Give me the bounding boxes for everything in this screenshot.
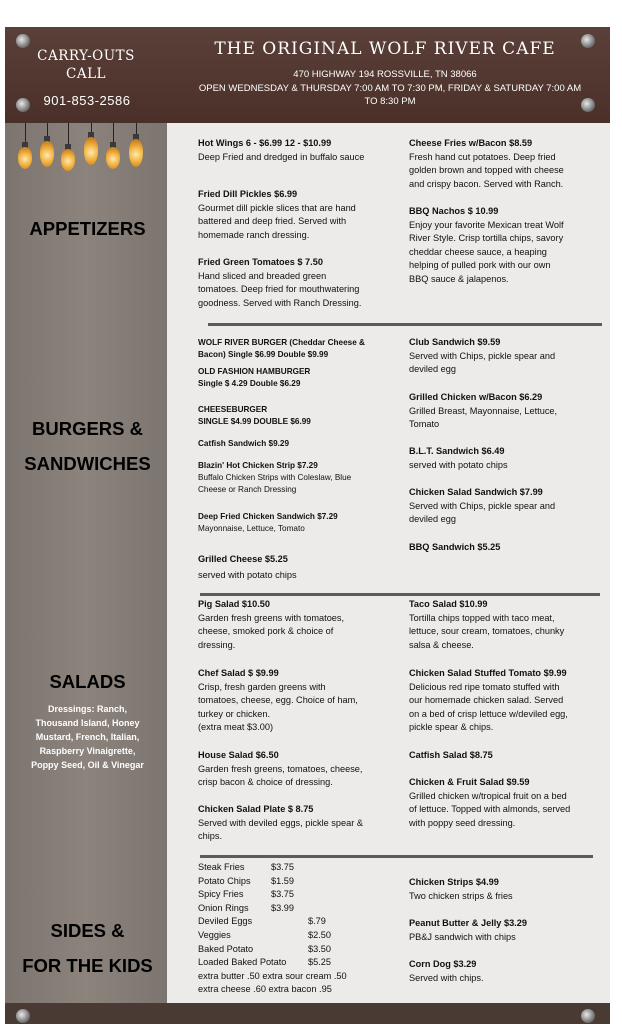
item-desc: Served with Chips, pickle spear and (409, 500, 556, 511)
side-name: Baked Potato (198, 943, 254, 954)
screw-icon (581, 1009, 595, 1023)
extras-text: extra cheese .60 extra bacon .95 (198, 984, 332, 995)
screw-icon (16, 1009, 30, 1023)
item-name: Chicken Salad Plate $ 8.75 (198, 804, 314, 814)
side-name: Potato Chips (198, 875, 251, 886)
menu-header (5, 27, 610, 123)
item-name: Hot Wings 6 - $6.99 12 - $10.99 (198, 138, 332, 148)
item-name: Pig Salad $10.50 (198, 599, 271, 609)
item-desc: Two chicken strips & fries (409, 890, 513, 901)
menu-item (198, 366, 403, 390)
menu-item (198, 188, 403, 242)
section-title-sides-line2: FOR THE KIDS (22, 955, 153, 976)
item-name: Chicken Salad Sandwich $7.99 (409, 487, 543, 497)
carry-outs-label (27, 47, 145, 83)
dressing-line: Thousand Island, Honey (35, 718, 140, 728)
item-desc: served with potato chips (198, 569, 297, 580)
dressing-line: Poppy Seed, Oil & Vinegar (31, 760, 144, 770)
item-name: Bacon) Single $6.99 Double $9.99 (198, 350, 329, 359)
menu-item (198, 511, 403, 535)
side-name: Veggies (198, 929, 231, 940)
item-desc: cheddar cheese sauce, a heaping (409, 246, 547, 257)
item-desc: BBQ sauce & jalapenos. (409, 273, 509, 284)
item-desc: with poppy seed dressing. (409, 817, 516, 828)
item-desc: pickle spear & chips. (409, 722, 494, 733)
hours-line: TO 8:30 PM (364, 96, 416, 107)
menu-item (409, 958, 601, 985)
item-desc: goodness. Served with Ranch Dressing. (198, 297, 362, 308)
item-name: Catfish Salad $8.75 (409, 750, 493, 760)
menu-item (198, 137, 403, 164)
item-desc: Crisp, fresh garden greens with (198, 681, 326, 692)
section-title-sides-line1: SIDES & (50, 920, 125, 941)
item-name: Club Sandwich $9.59 (409, 337, 501, 347)
menu-item (409, 336, 601, 377)
item-desc: and crispy bacon. Served with Ranch. (409, 178, 564, 189)
item-desc: PB&J sandwich with chips (409, 931, 516, 942)
cafe-address: 470 HIGHWAY 194 ROSSVILLE, TN 38066 (293, 69, 477, 80)
menu-item (198, 256, 403, 310)
item-name: House Salad $6.50 (198, 750, 279, 760)
item-name: Taco Salad $10.99 (409, 599, 488, 609)
item-desc: River Style. Crisp tortilla chips, savory (409, 233, 564, 244)
item-desc: on a bed of crisp lettuce w/deviled egg, (409, 708, 568, 719)
item-desc: Garden fresh greens, tomatoes, cheese, (198, 763, 363, 774)
item-name: Grilled Cheese $5.25 (198, 554, 288, 564)
item-desc: Enjoy your favorite Mexican treat Wolf (409, 219, 564, 230)
item-desc: Gourmet dill pickle slices that are hand (198, 202, 356, 213)
item-name: Single $ 4.29 Double $6.29 (198, 379, 301, 388)
item-name: Fried Green Tomatoes $ 7.50 (198, 257, 323, 267)
item-desc: Delicious red ripe tomato stuffed with (409, 681, 560, 692)
side-name: Deviled Eggs (198, 916, 253, 927)
item-desc: Served with chips. (409, 972, 484, 983)
menu-item (409, 598, 601, 652)
light-bulb-icon (106, 147, 120, 169)
item-name: CHEESEBURGER (198, 405, 268, 414)
side-name: Loaded Baked Potato (198, 957, 287, 968)
item-desc: golden brown and topped with cheese (409, 165, 564, 176)
menu-item (409, 667, 601, 735)
item-desc: Mayonnaise, Lettuce, Tomato (198, 524, 305, 533)
item-name: Peanut Butter & Jelly $3.29 (409, 918, 527, 928)
item-desc: homemade ranch dressing. (198, 229, 310, 240)
category-sidebar (5, 123, 167, 1003)
menu-item (409, 541, 601, 555)
light-bulb-icon (129, 139, 143, 167)
side-price: $1.59 (271, 875, 294, 886)
item-name: B.L.T. Sandwich $6.49 (409, 446, 505, 456)
item-desc: Deep Fried and dredged in buffalo sauce (198, 151, 365, 162)
item-desc: Grilled Breast, Mayonnaise, Lettuce, (409, 405, 558, 416)
side-price: $.79 (308, 916, 326, 927)
menu-item (409, 776, 601, 830)
item-desc: helping of pulled pork with our own (409, 260, 551, 271)
item-name: Grilled Chicken w/Bacon $6.29 (409, 392, 543, 402)
side-name: Spicy Fries (198, 889, 244, 900)
item-name: Fried Dill Pickles $6.99 (198, 189, 298, 199)
item-desc: Served with Chips, pickle spear and (409, 350, 556, 361)
item-desc: Hand sliced and breaded green (198, 270, 327, 281)
item-name: Catfish Sandwich $9.29 (198, 439, 290, 448)
item-name: BBQ Nachos $ 10.99 (409, 206, 499, 216)
item-name: BBQ Sandwich $5.25 (409, 542, 501, 552)
dressing-line: Mustard, French, Italian, (35, 732, 140, 742)
item-desc: our homemade chicken salad. Served (409, 695, 564, 706)
item-name: WOLF RIVER BURGER (Cheddar Cheese & (198, 338, 365, 347)
section-title-burgers-line1: BURGERS & (31, 418, 143, 439)
section-divider (200, 855, 593, 858)
light-bulb-icon (84, 137, 98, 165)
phone-number[interactable]: 901-853-2586 (43, 93, 131, 108)
section-divider (208, 323, 602, 326)
menu-item (409, 749, 601, 763)
item-desc: Tortilla chips topped with taco meat, (409, 612, 555, 623)
item-desc: chips. (198, 831, 223, 842)
item-name: Deep Fried Chicken Sandwich $7.29 (198, 512, 338, 521)
dressing-line: Raspberry Vinaigrette, (39, 746, 136, 756)
item-desc: tomatoes, cheese, egg. Choice of ham, (198, 695, 358, 706)
menu-item (409, 137, 601, 191)
item-desc: (extra meat $3.00) (198, 722, 274, 733)
light-bulb-icon (18, 147, 32, 169)
carry-outs-line: CARRY-OUTS (37, 48, 135, 64)
menu-item (198, 667, 403, 735)
hanging-bulbs-decoration (15, 123, 155, 185)
side-price: $3.75 (271, 862, 294, 872)
light-bulb-icon (40, 141, 54, 167)
item-desc: deviled egg (409, 364, 456, 375)
item-desc: turkey or chicken. (198, 708, 270, 719)
item-desc: Garden fresh greens with tomatoes, (198, 612, 345, 623)
item-desc: Cheese or Ranch Dressing (198, 485, 297, 494)
hours-line: OPEN WEDNESDAY & THURSDAY 7:00 AM TO 7:30 PM, FRIDAY & SATURDAY 7:00 AM (198, 83, 582, 94)
item-desc: dressing. (198, 639, 236, 650)
extras-text: extra butter .50 extra sour cream .50 (198, 970, 347, 981)
menu-item (198, 404, 403, 428)
item-desc: lettuce, sour cream, tomatoes, chunky (409, 626, 565, 637)
item-name: OLD FASHION HAMBURGER (198, 367, 311, 376)
item-desc: of lettuce. Topped with almonds, served (409, 804, 571, 815)
side-price: $2.50 (308, 929, 331, 940)
screw-icon (16, 34, 30, 48)
menu-item (198, 553, 403, 582)
menu-item (409, 876, 601, 903)
item-name: Chicken Salad Stuffed Tomato $9.99 (409, 668, 567, 678)
menu-item (409, 391, 601, 432)
item-desc: Served with deviled eggs, pickle spear & (198, 817, 363, 828)
item-name: Chef Salad $ $9.99 (198, 668, 279, 678)
light-bulb-icon (61, 149, 75, 171)
side-price: $3.50 (308, 943, 331, 954)
menu-footer (5, 1003, 610, 1024)
menu-item (198, 460, 403, 496)
item-desc: Grilled chicken w/tropical fruit on a bed (409, 790, 567, 801)
section-title-appetizers: APPETIZERS (29, 218, 146, 239)
item-desc: Buffalo Chicken Strips with Coleslaw, Blue (198, 473, 352, 482)
item-name: Chicken & Fruit Salad $9.59 (409, 777, 530, 787)
side-price: $3.99 (271, 902, 294, 913)
item-desc: Fresh hand cut potatoes. Deep fried (409, 151, 556, 162)
item-desc: battered and deep fried. Served with (198, 216, 347, 227)
item-desc: Tomato (409, 419, 440, 430)
section-divider (200, 593, 600, 596)
item-desc: salsa & cheese. (409, 639, 474, 650)
side-name: Steak Fries (198, 862, 245, 872)
dressing-line: Dressings: Ranch, (47, 704, 128, 714)
side-price: $3.75 (271, 889, 294, 900)
item-name: Corn Dog $3.29 (409, 959, 477, 969)
menu-item (409, 486, 601, 527)
section-title-salads: SALADS (49, 671, 126, 692)
menu-item (409, 205, 601, 287)
item-desc: served with potato chips (409, 459, 508, 470)
item-desc: deviled egg (409, 514, 456, 525)
menu-item (198, 803, 403, 844)
item-name: Cheese Fries w/Bacon $8.59 (409, 138, 533, 148)
menu-item (198, 598, 403, 652)
call-line: CALL (65, 66, 106, 82)
item-name: Blazin' Hot Chicken Strip $7.29 (198, 461, 318, 470)
item-desc: tomatoes. Deep fried for mouthwatering (198, 284, 360, 295)
side-price: $5.25 (308, 957, 331, 968)
menu-item (409, 445, 601, 472)
section-title-burgers-line2: SANDWICHES (24, 453, 151, 474)
item-desc: cheese, smoked pork & choice of (198, 626, 334, 637)
side-name: Onion Rings (198, 902, 249, 913)
dressing-options (20, 702, 155, 772)
item-name: SINGLE $4.99 DOUBLE $6.99 (198, 417, 311, 426)
item-name: Chicken Strips $4.99 (409, 877, 499, 887)
menu-item (198, 749, 403, 790)
item-desc: crisp bacon & choice of dressing. (198, 777, 333, 788)
opening-hours (190, 82, 590, 108)
menu-item (198, 337, 403, 361)
menu-item (409, 917, 601, 944)
menu-item (198, 438, 403, 450)
cafe-title: THE ORIGINAL WOLF RIVER CAFE (214, 39, 556, 59)
